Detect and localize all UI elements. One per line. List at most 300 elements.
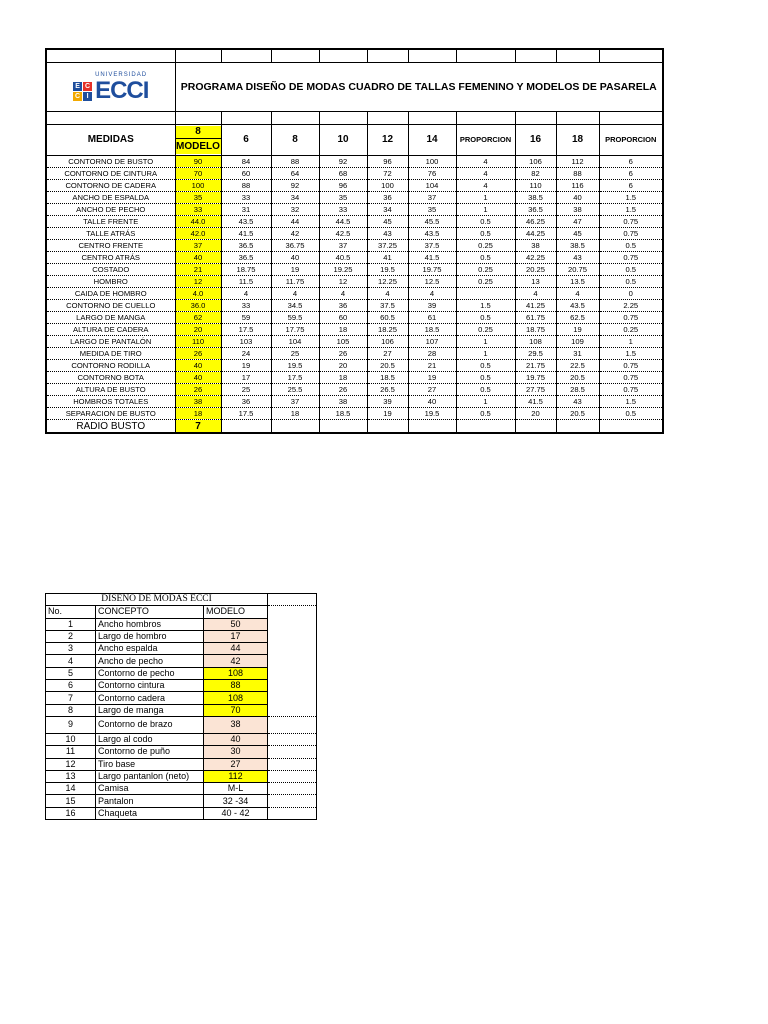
model-measures-table (45, 593, 317, 820)
radio-row (46, 420, 663, 434)
size-value: 21 (408, 360, 456, 372)
size-value: 100 (408, 156, 456, 168)
item-value: M-L (204, 783, 268, 795)
size-value: 11.5 (221, 276, 271, 288)
table-row (46, 240, 663, 252)
size-value: 0.25 (456, 324, 515, 336)
model-value: 90 (175, 156, 221, 168)
size-value: 26.5 (367, 384, 408, 396)
item-value: 30 (204, 746, 268, 758)
item-number: 16 (46, 807, 96, 819)
size-value: 40 (556, 192, 599, 204)
item-concept: Largo de manga (96, 704, 204, 716)
item-value: 17 (204, 630, 268, 642)
list-item (46, 758, 317, 770)
size-value: 34.5 (271, 300, 319, 312)
size-value: 104 (408, 180, 456, 192)
size-value: 0.5 (599, 264, 663, 276)
size-value: 18.75 (515, 324, 556, 336)
item-number: 2 (46, 630, 96, 642)
size-header: 6 (221, 125, 271, 156)
item-number: 7 (46, 692, 96, 704)
model-value: 26 (175, 384, 221, 396)
table-row (46, 180, 663, 192)
size-value: 0.75 (599, 360, 663, 372)
size-value: 44.5 (319, 216, 367, 228)
measure-name: LARGO DE MANGA (46, 312, 175, 324)
item-concept: Contorno de puño (96, 746, 204, 758)
size-value: 29.5 (515, 348, 556, 360)
list-item (46, 618, 317, 630)
item-value: 38 (204, 716, 268, 733)
table-row (46, 168, 663, 180)
table-row (46, 204, 663, 216)
size-value: 64 (271, 168, 319, 180)
item-number: 8 (46, 704, 96, 716)
model-value: 33 (175, 204, 221, 216)
size-value: 18.25 (367, 324, 408, 336)
size-value: 38.5 (515, 192, 556, 204)
size-value: 84 (221, 156, 271, 168)
model-value: 44.0 (175, 216, 221, 228)
measure-name: CAIDA DE HOMBRO (46, 288, 175, 300)
table-title: PROGRAMA DISEÑO DE MODAS CUADRO DE TALLAS FEMENINO Y MODELOS DE PASARELA (175, 63, 663, 112)
item-concept: Ancho espalda (96, 643, 204, 655)
item-value: 112 (204, 770, 268, 782)
size-value: 4 (221, 288, 271, 300)
size-value: 2.25 (599, 300, 663, 312)
model-value: 20 (175, 324, 221, 336)
size-value: 18.5 (319, 408, 367, 420)
measure-name: CONTORNO DE CADERA (46, 180, 175, 192)
size-value: 36 (367, 192, 408, 204)
size-value: 40 (408, 396, 456, 408)
size-header: 14 (408, 125, 456, 156)
size-value: 88 (556, 168, 599, 180)
item-value: 88 (204, 680, 268, 692)
item-value: 32 -34 (204, 795, 268, 807)
no-header: No. (46, 606, 96, 618)
size-value: 107 (408, 336, 456, 348)
size-value: 28 (408, 348, 456, 360)
size-value: 43.5 (408, 228, 456, 240)
size-value: 0.75 (599, 312, 663, 324)
measure-name: CONTORNO BOTA (46, 372, 175, 384)
size-value: 36 (319, 300, 367, 312)
model-value: 4.0 (175, 288, 221, 300)
size-value: 20.5 (367, 360, 408, 372)
size-value: 104 (271, 336, 319, 348)
model-value: 18 (175, 408, 221, 420)
size-value: 24 (221, 348, 271, 360)
measure-name: CENTRO FRENTE (46, 240, 175, 252)
size-value: 11.75 (271, 276, 319, 288)
size-value: 96 (319, 180, 367, 192)
size-value: 19 (367, 408, 408, 420)
size-value: 19 (556, 324, 599, 336)
model-value: 40 (175, 360, 221, 372)
size-chart-table (45, 48, 664, 434)
size-value: 39 (408, 300, 456, 312)
size-value: 18 (271, 408, 319, 420)
size-value: 0.5 (456, 228, 515, 240)
size-value: 4 (271, 288, 319, 300)
item-value: 42 (204, 655, 268, 667)
size-value: 60 (221, 168, 271, 180)
size-value: 1.5 (456, 300, 515, 312)
model-value: 40 (175, 372, 221, 384)
size-value: 38.5 (556, 240, 599, 252)
size-value: 34 (271, 192, 319, 204)
size-header: 18 (556, 125, 599, 156)
size-value: 68 (319, 168, 367, 180)
size-value: 19 (221, 360, 271, 372)
size-value: 6 (599, 180, 663, 192)
size-value: 36 (221, 396, 271, 408)
item-number: 11 (46, 746, 96, 758)
size-value: 26 (319, 348, 367, 360)
measure-name: SEPARACION DE BUSTO (46, 408, 175, 420)
size-value: 116 (556, 180, 599, 192)
model-value: 70 (175, 168, 221, 180)
size-value: 37.5 (367, 300, 408, 312)
size-value: 96 (367, 156, 408, 168)
size-value: 72 (367, 168, 408, 180)
logo-university: UNIVERSIDAD (95, 72, 148, 78)
size-value: 44 (271, 216, 319, 228)
ecci-logo (47, 63, 175, 111)
size-value: 17.75 (271, 324, 319, 336)
size-value: 41.25 (515, 300, 556, 312)
size-value: 0.75 (599, 384, 663, 396)
size-value: 35 (319, 192, 367, 204)
size-value: 59 (221, 312, 271, 324)
size-value: 38 (515, 240, 556, 252)
model-value: 110 (175, 336, 221, 348)
size-value: 36.75 (271, 240, 319, 252)
size-value: 43.5 (556, 300, 599, 312)
list-item (46, 630, 317, 642)
size-value: 39 (367, 396, 408, 408)
size-value: 0.5 (599, 240, 663, 252)
item-value: 108 (204, 667, 268, 679)
size-value: 47 (556, 216, 599, 228)
list-item (46, 716, 317, 733)
size-value: 42.5 (319, 228, 367, 240)
table-row (46, 264, 663, 276)
item-value: 40 (204, 733, 268, 745)
table-row (46, 288, 663, 300)
size-value: 19.75 (408, 264, 456, 276)
size-value: 32 (271, 204, 319, 216)
size-value: 19 (408, 372, 456, 384)
measure-name: CENTRO ATRÁS (46, 252, 175, 264)
measure-name: HOMBRO (46, 276, 175, 288)
table-row (46, 324, 663, 336)
size-value: 0.5 (456, 408, 515, 420)
table-row (46, 252, 663, 264)
item-concept: Contorno de brazo (96, 716, 204, 733)
size-value: 26 (319, 384, 367, 396)
size-value: 42.25 (515, 252, 556, 264)
size-value: 20.25 (515, 264, 556, 276)
table-row (46, 300, 663, 312)
size-value: 1.5 (599, 192, 663, 204)
size-value: 61 (408, 312, 456, 324)
size-value: 12.5 (408, 276, 456, 288)
size-value: 0.25 (456, 264, 515, 276)
list-item (46, 795, 317, 807)
proporcion-header: PROPORCION (456, 125, 515, 156)
model-value: 37 (175, 240, 221, 252)
item-number: 3 (46, 643, 96, 655)
concepto-header: CONCEPTO (96, 606, 204, 618)
size-value: 6 (599, 156, 663, 168)
table-row (46, 156, 663, 168)
table-row (46, 384, 663, 396)
table-row (46, 336, 663, 348)
size-value: 25.5 (271, 384, 319, 396)
size-value: 33 (221, 192, 271, 204)
title-row (46, 63, 663, 112)
size-value: 0.25 (456, 276, 515, 288)
size-value: 0.5 (456, 252, 515, 264)
size-value: 110 (515, 180, 556, 192)
size-value: 4 (319, 288, 367, 300)
model-value: 100 (175, 180, 221, 192)
table-row (46, 408, 663, 420)
model-value: 40 (175, 252, 221, 264)
size-value: 18.75 (221, 264, 271, 276)
size-value: 82 (515, 168, 556, 180)
model-header: 8 MODELO (175, 125, 221, 156)
size-value: 17 (221, 372, 271, 384)
list-item (46, 680, 317, 692)
item-concept: Pantalon (96, 795, 204, 807)
size-value: 19.5 (271, 360, 319, 372)
size-value: 0.5 (456, 360, 515, 372)
size-value: 40 (271, 252, 319, 264)
size-value: 45.5 (408, 216, 456, 228)
size-value: 0.5 (456, 312, 515, 324)
item-number: 10 (46, 733, 96, 745)
size-value: 0.75 (599, 372, 663, 384)
size-value: 0.75 (599, 216, 663, 228)
table-row (46, 360, 663, 372)
size-value (456, 288, 515, 300)
item-value: 70 (204, 704, 268, 716)
size-value: 43 (556, 396, 599, 408)
size-value: 0.75 (599, 228, 663, 240)
size-value: 0.25 (599, 324, 663, 336)
item-number: 5 (46, 667, 96, 679)
size-value: 42 (271, 228, 319, 240)
measure-name: RADIO BUSTO (46, 420, 175, 434)
size-value: 60 (319, 312, 367, 324)
size-value: 12.25 (367, 276, 408, 288)
size-value: 100 (367, 180, 408, 192)
item-concept: Ancho de pecho (96, 655, 204, 667)
size-value: 35 (408, 204, 456, 216)
item-value: 50 (204, 618, 268, 630)
list-item (46, 807, 317, 819)
size-value: 4 (515, 288, 556, 300)
item-concept: Camisa (96, 783, 204, 795)
item-value: 108 (204, 692, 268, 704)
size-value: 60.5 (367, 312, 408, 324)
item-value: 40 - 42 (204, 807, 268, 819)
size-value: 0.5 (456, 384, 515, 396)
list-item (46, 783, 317, 795)
size-value: 103 (221, 336, 271, 348)
size-value: 88 (271, 156, 319, 168)
size-value: 20.75 (556, 264, 599, 276)
size-value: 4 (456, 180, 515, 192)
item-value: 27 (204, 758, 268, 770)
size-header: 16 (515, 125, 556, 156)
size-value: 0.5 (599, 276, 663, 288)
size-value: 1.5 (599, 396, 663, 408)
size-value: 27 (367, 348, 408, 360)
size-value: 33 (221, 300, 271, 312)
model-value: 36.0 (175, 300, 221, 312)
model-value: 12 (175, 276, 221, 288)
size-value: 6 (599, 168, 663, 180)
size-value: 38 (556, 204, 599, 216)
table2-title: DISEÑO DE MODAS ECCI (46, 594, 268, 606)
size-value: 13 (515, 276, 556, 288)
item-number: 4 (46, 655, 96, 667)
table-row (46, 216, 663, 228)
list-item (46, 733, 317, 745)
size-value: 40.5 (319, 252, 367, 264)
model-value: 26 (175, 348, 221, 360)
size-value: 0.25 (456, 240, 515, 252)
size-value: 37 (408, 192, 456, 204)
item-number: 15 (46, 795, 96, 807)
size-value: 17.5 (271, 372, 319, 384)
size-value: 18 (319, 324, 367, 336)
size-value: 0.5 (599, 408, 663, 420)
size-value: 17.5 (221, 408, 271, 420)
size-header: 12 (367, 125, 408, 156)
item-number: 1 (46, 618, 96, 630)
table-row (46, 396, 663, 408)
size-value: 25 (221, 384, 271, 396)
list-item (46, 655, 317, 667)
size-value: 20.5 (556, 408, 599, 420)
size-value: 41 (367, 252, 408, 264)
size-value: 1 (456, 192, 515, 204)
measure-name: LARGO DE PANTALÓN (46, 336, 175, 348)
model-value: 35 (175, 192, 221, 204)
item-value: 44 (204, 643, 268, 655)
size-value: 76 (408, 168, 456, 180)
model-value: 38 (175, 396, 221, 408)
item-number: 13 (46, 770, 96, 782)
size-value: 0.75 (599, 252, 663, 264)
size-value: 20.5 (556, 372, 599, 384)
size-value: 37 (271, 396, 319, 408)
item-number: 6 (46, 680, 96, 692)
logo-brand: ECCI (95, 77, 149, 104)
list-item (46, 667, 317, 679)
measure-name: ALTURA DE CADERA (46, 324, 175, 336)
size-value: 12 (319, 276, 367, 288)
size-value: 19.25 (319, 264, 367, 276)
measure-name: ANCHO DE ESPALDA (46, 192, 175, 204)
size-value: 105 (319, 336, 367, 348)
item-number: 12 (46, 758, 96, 770)
model-value: 21 (175, 264, 221, 276)
size-value: 36.5 (515, 204, 556, 216)
size-value: 19.5 (408, 408, 456, 420)
item-concept: Chaqueta (96, 807, 204, 819)
header-row (46, 606, 317, 618)
measure-name: MEDIDA DE TIRO (46, 348, 175, 360)
modelo-header: MODELO (204, 606, 268, 618)
size-value: 19.5 (367, 264, 408, 276)
proporcion-header: PROPORCION (599, 125, 663, 156)
size-value: 37.5 (408, 240, 456, 252)
size-value: 43 (367, 228, 408, 240)
size-value: 31 (556, 348, 599, 360)
size-value: 45 (367, 216, 408, 228)
header-row (46, 125, 663, 156)
item-concept: Ancho hombros (96, 618, 204, 630)
measure-name: ANCHO DE PECHO (46, 204, 175, 216)
item-concept: Largo de hombro (96, 630, 204, 642)
measure-name: TALLE ATRÁS (46, 228, 175, 240)
size-value: 106 (515, 156, 556, 168)
title-row (46, 594, 317, 606)
size-value: 1 (456, 336, 515, 348)
size-value: 45 (556, 228, 599, 240)
size-value: 41.5 (408, 252, 456, 264)
size-value: 0 (599, 288, 663, 300)
size-value: 4 (456, 168, 515, 180)
table-row (46, 348, 663, 360)
measure-name: HOMBROS TOTALES (46, 396, 175, 408)
size-value: 108 (515, 336, 556, 348)
size-value: 62.5 (556, 312, 599, 324)
ecci-logo-icon: E C C I (75, 82, 91, 100)
size-value: 36.5 (221, 240, 271, 252)
item-concept: Tiro base (96, 758, 204, 770)
size-value: 18.5 (408, 324, 456, 336)
size-value: 44.25 (515, 228, 556, 240)
list-item (46, 643, 317, 655)
size-value: 92 (319, 156, 367, 168)
size-value: 1.5 (599, 348, 663, 360)
spacer-row (46, 112, 663, 125)
size-value: 19.75 (515, 372, 556, 384)
size-value: 20 (515, 408, 556, 420)
size-value: 36.5 (221, 252, 271, 264)
size-value: 21.75 (515, 360, 556, 372)
medidas-header: MEDIDAS (46, 125, 175, 156)
item-concept: Contorno cadera (96, 692, 204, 704)
size-value: 18 (319, 372, 367, 384)
size-value: 106 (367, 336, 408, 348)
size-header: 10 (319, 125, 367, 156)
size-value: 25 (271, 348, 319, 360)
list-item (46, 704, 317, 716)
size-value: 19 (271, 264, 319, 276)
size-value: 33 (319, 204, 367, 216)
size-value: 109 (556, 336, 599, 348)
size-value: 37.25 (367, 240, 408, 252)
